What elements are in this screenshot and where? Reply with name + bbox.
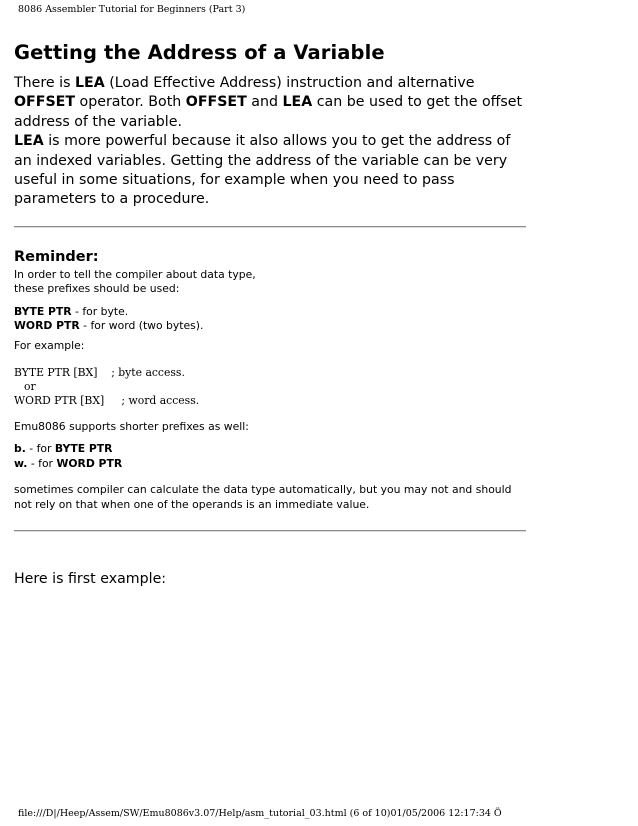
intro-text-run: operator. Both bbox=[75, 94, 186, 111]
code-line: or bbox=[24, 379, 36, 393]
example-heading: Here is first example: bbox=[14, 570, 167, 587]
horizontal-divider bbox=[14, 226, 526, 228]
w-prefix-line bbox=[14, 457, 526, 471]
keyword-b-prefix: b. bbox=[14, 442, 26, 456]
byte-ptr-line bbox=[14, 305, 526, 319]
reminder-heading: Reminder: bbox=[14, 248, 99, 265]
code-sample bbox=[14, 366, 526, 408]
horizontal-divider bbox=[14, 530, 526, 532]
code-comment: ; byte access. bbox=[111, 365, 185, 379]
word-ptr-line bbox=[14, 319, 526, 333]
for-example-label: For example: bbox=[14, 339, 85, 353]
byte-ptr-desc: - for byte. bbox=[71, 304, 129, 318]
reminder-section bbox=[14, 248, 526, 512]
intro-text-run: There is bbox=[14, 75, 75, 91]
keyword-lea: LEA bbox=[14, 133, 44, 150]
keyword-byte-ptr: BYTE PTR bbox=[14, 304, 72, 318]
keyword-lea: LEA bbox=[75, 75, 105, 91]
intro-text bbox=[14, 74, 526, 210]
intro-text-run: and bbox=[246, 94, 283, 111]
code-line bbox=[14, 394, 526, 408]
intro-paragraph-2 bbox=[14, 132, 526, 210]
prefix-desc: - for bbox=[27, 456, 57, 470]
shorter-prefixes-text: Emu8086 supports shorter prefixes as well: bbox=[14, 419, 249, 433]
intro-text-run: (Load Effective Address) instruction and alternative bbox=[104, 75, 475, 91]
intro-paragraph-1 bbox=[14, 74, 526, 132]
page-title: Getting the Address of a Variable bbox=[14, 41, 385, 64]
word-ptr-desc: - for word (two bytes). bbox=[79, 319, 204, 333]
code-comment: ; word access. bbox=[121, 393, 200, 407]
keyword-byte-ptr: BYTE PTR bbox=[54, 442, 113, 456]
reminder-line: In order to tell the compiler about data type, bbox=[14, 267, 256, 281]
intro-text-run: is more powerful because it also allows you to get the address of an indexed variables. Getting the address of the variable can be very useful in some situations, for example when you need to pass parameters to a procedure. bbox=[14, 133, 511, 208]
keyword-offset: OFFSET bbox=[14, 94, 76, 111]
intro-text-run: can be used to get the offset address of the variable. bbox=[14, 94, 523, 130]
page-footer: file:///D|/Heep/Assem/SW/Emu8086v3.07/Help/asm_tutorial_03.html (6 of 10)01/05/2006 12:17:34 Ö bbox=[18, 808, 502, 819]
page-header: 8086 Assembler Tutorial for Beginners (Part 3) bbox=[18, 4, 246, 15]
keyword-word-ptr: WORD PTR bbox=[56, 456, 123, 470]
keyword-w-prefix: w. bbox=[14, 456, 28, 470]
article-content bbox=[14, 40, 526, 589]
data-type-note: sometimes compiler can calculate the data type automatically, but you may not and should not rely on that when one of the operands is an immediate value. bbox=[14, 483, 512, 511]
code-line bbox=[14, 366, 526, 380]
code-instruction: BYTE PTR [BX] bbox=[14, 365, 98, 379]
b-prefix-line bbox=[14, 442, 526, 456]
prefix-desc: - for bbox=[25, 442, 55, 456]
keyword-word-ptr: WORD PTR bbox=[14, 319, 80, 333]
reminder-line: these prefixes should be used: bbox=[14, 282, 180, 296]
code-instruction: WORD PTR [BX] bbox=[14, 393, 105, 407]
keyword-lea: LEA bbox=[282, 94, 313, 111]
keyword-offset: OFFSET bbox=[185, 94, 247, 111]
